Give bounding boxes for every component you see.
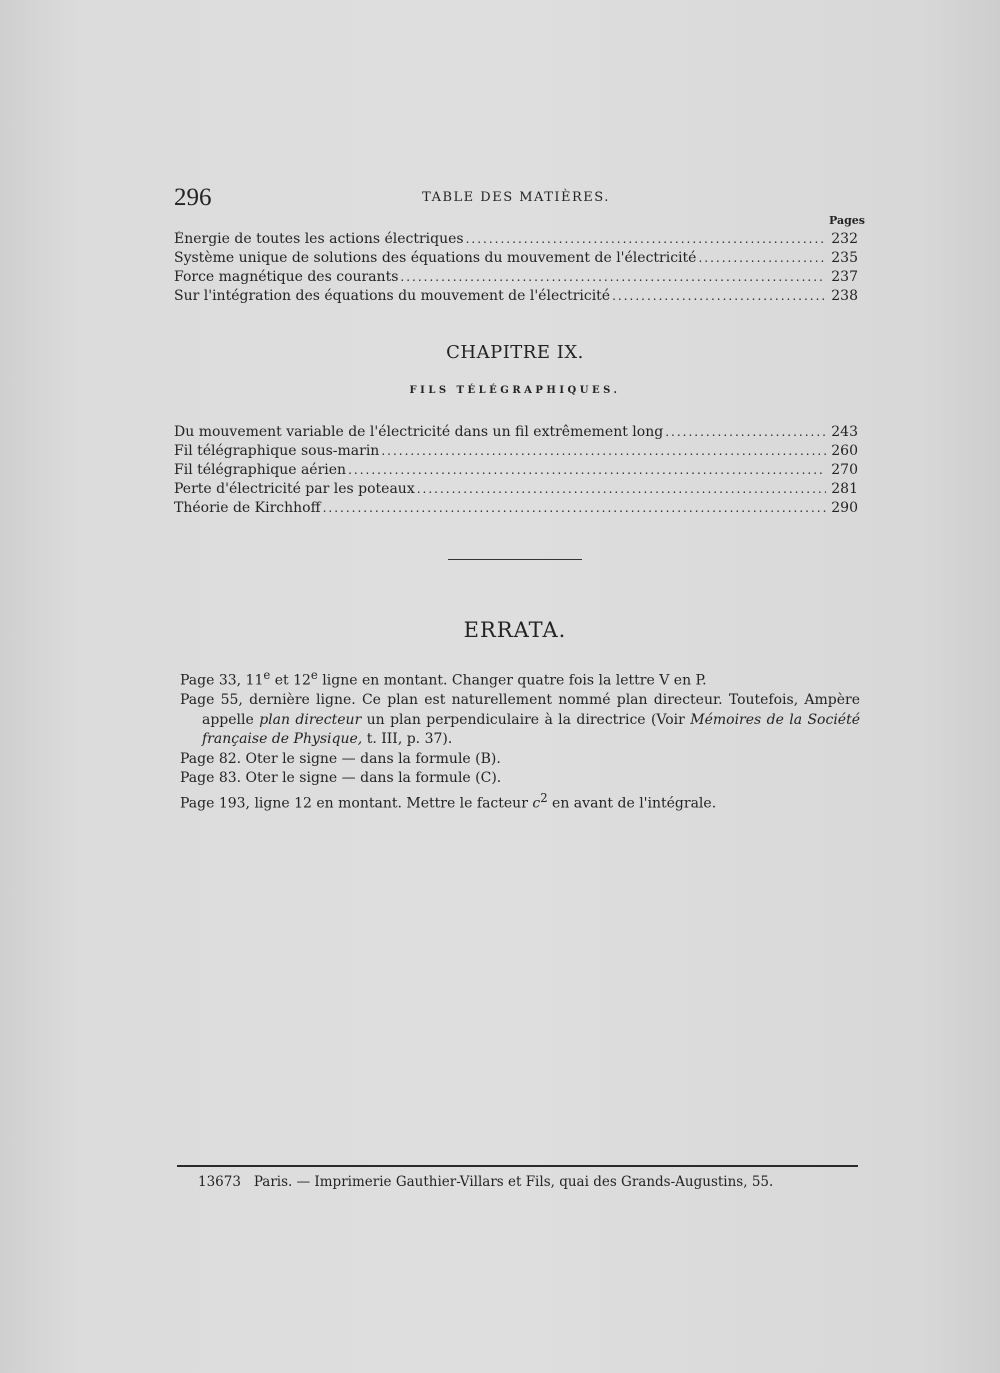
errata-superscript: 2 (540, 790, 548, 805)
toc-section-2 (174, 424, 858, 519)
toc-entry-page: 237 (831, 269, 858, 285)
errata-text: ligne en montant. Changer quatre fois la lettre V en P. (317, 672, 707, 689)
toc-entry-page: 232 (831, 231, 858, 247)
page-number: 296 (174, 184, 212, 211)
toc-leader-dots (612, 289, 826, 303)
toc-leader-dots (381, 444, 826, 458)
toc-leader-dots (665, 425, 826, 439)
toc-leader-dots (417, 482, 826, 496)
errata-superscript: e (263, 668, 271, 682)
toc-leader-dots (323, 501, 826, 515)
errata-italic: plan directeur (259, 711, 362, 728)
footer-text: Paris. — Imprimerie Gauthier-Villars et Fils, quai des Grands-Augustins, 55. (253, 1174, 774, 1190)
toc-entry-title: Perte d'électricité par les poteaux (174, 481, 415, 497)
errata-item (180, 789, 860, 814)
toc-entry-page: 238 (831, 288, 858, 304)
toc-entry-title: Système unique de solutions des équations du mouvement de l'électricité (174, 250, 697, 266)
running-title: TABLE DES MATIÈRES. (422, 190, 610, 205)
toc-entry-title: Sur l'intégration des équations du mouvement de l'électricité (174, 288, 611, 304)
chapter-subtitle: FILS TÉLÉGRAPHIQUES. (409, 385, 621, 396)
toc-entry-page: 243 (831, 424, 858, 440)
errata-text: Page 33, 11 (180, 672, 264, 689)
errata-item (180, 691, 860, 750)
errata-item: Page 82. Oter le signe — dans la formule (B). (180, 750, 501, 767)
toc-entry (174, 231, 858, 250)
errata-text: Page 193, ligne 12 en montant. Mettre le facteur (180, 795, 533, 812)
chapter-title: CHAPITRE IX. (446, 342, 584, 363)
toc-entry-page: 235 (831, 250, 858, 266)
toc-leader-dots (348, 463, 826, 477)
toc-entry (174, 443, 858, 462)
toc-entry (174, 250, 858, 269)
toc-entry (174, 288, 858, 307)
pages-column-label: Pages (829, 214, 865, 227)
toc-entry-title: Du mouvement variable de l'électricité dans un fil extrêmement long (174, 424, 664, 440)
errata-title: ERRATA. (463, 618, 567, 642)
errata-item: Page 83. Oter le signe — dans la formule (C). (180, 770, 502, 787)
toc-entry (174, 481, 858, 500)
footer-rule (177, 1165, 858, 1167)
toc-entry-title: Théorie de Kirchhoff (174, 500, 321, 516)
toc-entry-title: Force magnétique des courants (174, 269, 399, 285)
toc-entry (174, 424, 858, 443)
errata-text: en avant de l'intégrale. (547, 795, 717, 812)
errata-italic: c (532, 795, 541, 812)
errata-item (180, 666, 860, 691)
errata-text: t. III, p. 37). (362, 731, 453, 748)
toc-entry-page: 281 (831, 481, 858, 497)
toc-entry-page: 270 (831, 462, 858, 478)
toc-leader-dots (400, 270, 826, 284)
toc-section-1 (174, 231, 858, 307)
toc-leader-dots (466, 232, 826, 246)
toc-entry-page: 290 (831, 500, 858, 516)
page-header (174, 184, 858, 214)
toc-entry-page: 260 (831, 443, 858, 459)
errata-superscript: e (310, 668, 318, 682)
toc-leader-dots (698, 251, 826, 265)
section-divider (448, 559, 582, 560)
toc-entry (174, 269, 858, 288)
errata-italic: Mémoires de la Société française de Physique, (202, 711, 860, 748)
errata-text: Page 55, dernière ligne. Ce plan est naturellement nommé plan directeur. Toutefois, Ampère appelle (180, 692, 860, 728)
printer-footer (198, 1174, 773, 1190)
footer-number: 13673 (198, 1174, 241, 1190)
toc-entry (174, 500, 858, 519)
errata-list (180, 666, 860, 814)
toc-entry-title: Énergie de toutes les actions électriques (174, 231, 464, 247)
errata-text: et 12 (270, 672, 311, 689)
toc-entry-title: Fil télégraphique aérien (174, 462, 347, 478)
errata-text: un plan perpendiculaire à la directrice (Voir (361, 711, 691, 728)
toc-entry (174, 462, 858, 481)
toc-entry-title: Fil télégraphique sous-marin (174, 443, 380, 459)
